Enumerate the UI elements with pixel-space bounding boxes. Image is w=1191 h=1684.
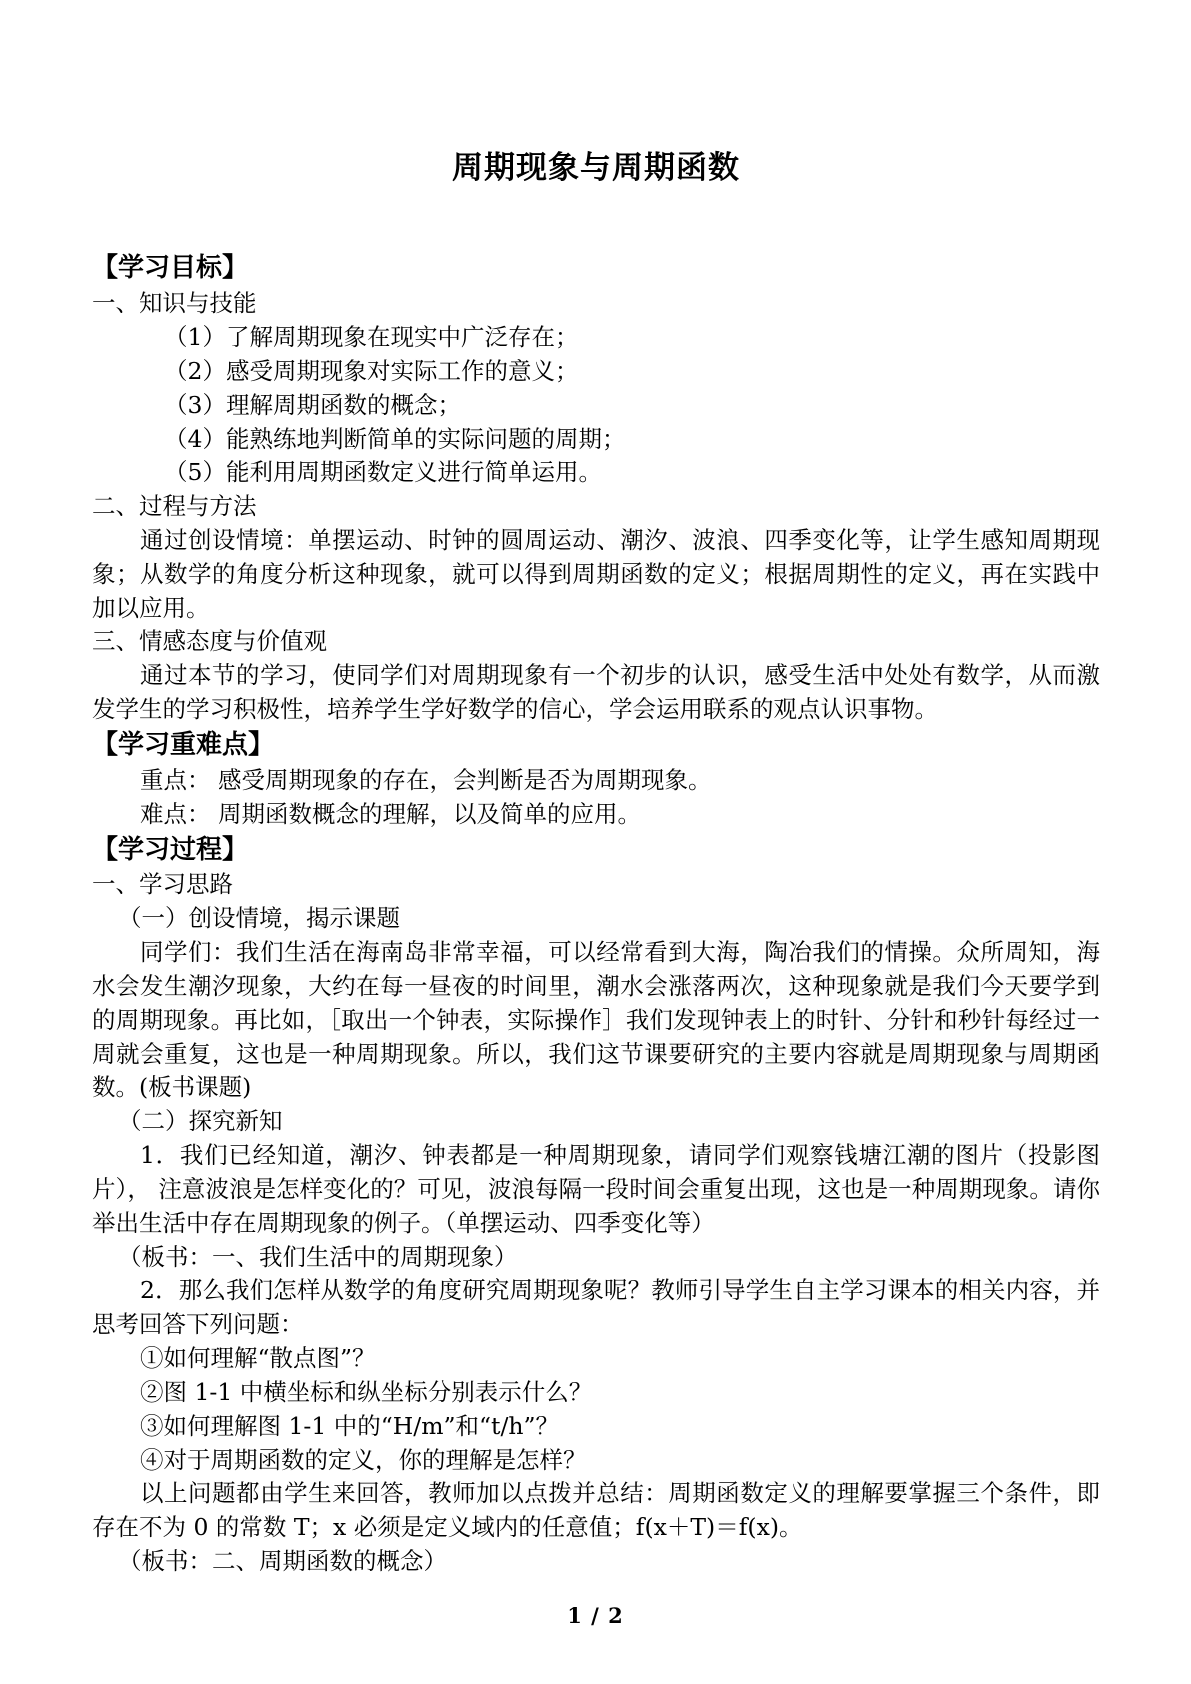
objectives-part1-heading: 一、知识与技能 <box>92 289 257 318</box>
keypoint-difficulty: 难点： 周期函数概念的理解，以及简单的应用。 <box>140 799 641 828</box>
process-board-note-2: （板书：二、周期函数的概念） <box>118 1547 447 1575</box>
title-spacer <box>92 188 1100 250</box>
process-sub2-heading: （二）探究新知 <box>118 1107 283 1136</box>
objectives-part2-body: 通过创设情境：单摆运动、时钟的圆周运动、潮汐、波浪、四季变化等，让学生感知周期现象；从数学的角度分析这种现象，就可以得到周期函数的定义；根据周期性的定义，再在实践中加以应用。 <box>92 526 1100 622</box>
objective-item: （1）了解周期现象在现实中广泛存在； <box>164 323 579 352</box>
objective-item: （4）能熟练地判断简单的实际问题的周期； <box>164 424 626 453</box>
process-item-1: 1．我们已经知道，潮汐、钟表都是一种周期现象，请同学们观察钱塘江潮的图片（投影图片）， 注意波浪是怎样变化的？可见，波浪每隔一段时间会重复出现，这也是一种周期现象。请你举出生活中存在周期现象的例子。（单摆运动、四季变化等） <box>92 1141 1100 1237</box>
process-sub1-heading: （一）创设情境，揭示课题 <box>118 904 400 933</box>
process-board-note-1: （板书：一、我们生活中的周期现象） <box>118 1242 518 1271</box>
page-title: 周期现象与周期函数 <box>452 150 740 186</box>
keypoint-focus: 重点： 感受周期现象的存在，会判断是否为周期现象。 <box>140 765 712 794</box>
process-question: ④对于周期函数的定义，你的理解是怎样？ <box>140 1445 587 1474</box>
section-heading-keypoints: 【学习重难点】 <box>92 729 275 760</box>
objective-item: （5）能利用周期函数定义进行简单运用。 <box>164 458 602 487</box>
process-question: ②图 1-1 中横坐标和纵坐标分别表示什么？ <box>140 1377 593 1406</box>
objective-item: （3）理解周期函数的概念； <box>164 390 461 419</box>
objectives-part3-body: 通过本节的学习，使同学们对周期现象有一个初步的认识，感受生活中处处有数学，从而激发学生的学习积极性，培养学生学好数学的信心，学会运用联系的观点认识事物。 <box>92 661 1100 724</box>
objective-item: （2）感受周期现象对实际工作的意义； <box>164 356 579 385</box>
process-part1-heading: 一、学习思路 <box>92 870 233 899</box>
process-summary: 以上问题都由学生来回答，教师加以点拨并总结：周期函数定义的理解要掌握三个条件，即存在不为 0 的常数 T；x 必须是定义域内的任意值；f(x＋T)＝f(x)。 <box>92 1479 1100 1542</box>
process-sub1-body: 同学们：我们生活在海南岛非常幸福，可以经常看到大海，陶冶我们的情操。众所周知，海水会发生潮汐现象，大约在每一昼夜的时间里，潮水会涨落两次，这种现象就是我们今天要学到的周期现象。再比如，［取出一个钟表，实际操作］我们发现钟表上的时针、分针和秒针每经过一周就会重复，这也是一种周期现象。所以，我们这节课要研究的主要内容就是周期现象与周期函数。(板书课题) <box>92 938 1100 1102</box>
objectives-part2-heading: 二、过程与方法 <box>92 492 257 521</box>
process-item-2: 2．那么我们怎样从数学的角度研究周期现象呢？教师引导学生自主学习课本的相关内容，并思考回答下列问题： <box>92 1276 1100 1339</box>
process-question: ③如何理解图 1-1 中的“H/m”和“t/h”？ <box>140 1411 560 1440</box>
process-question: ①如何理解“散点图”？ <box>140 1344 376 1373</box>
objectives-part3-heading: 三、情感态度与价值观 <box>92 627 327 656</box>
page-number: 1 / 2 <box>567 1603 624 1628</box>
document-content <box>92 0 1100 1579</box>
section-heading-objectives: 【学习目标】 <box>92 253 249 284</box>
section-heading-process: 【学习过程】 <box>92 834 249 865</box>
